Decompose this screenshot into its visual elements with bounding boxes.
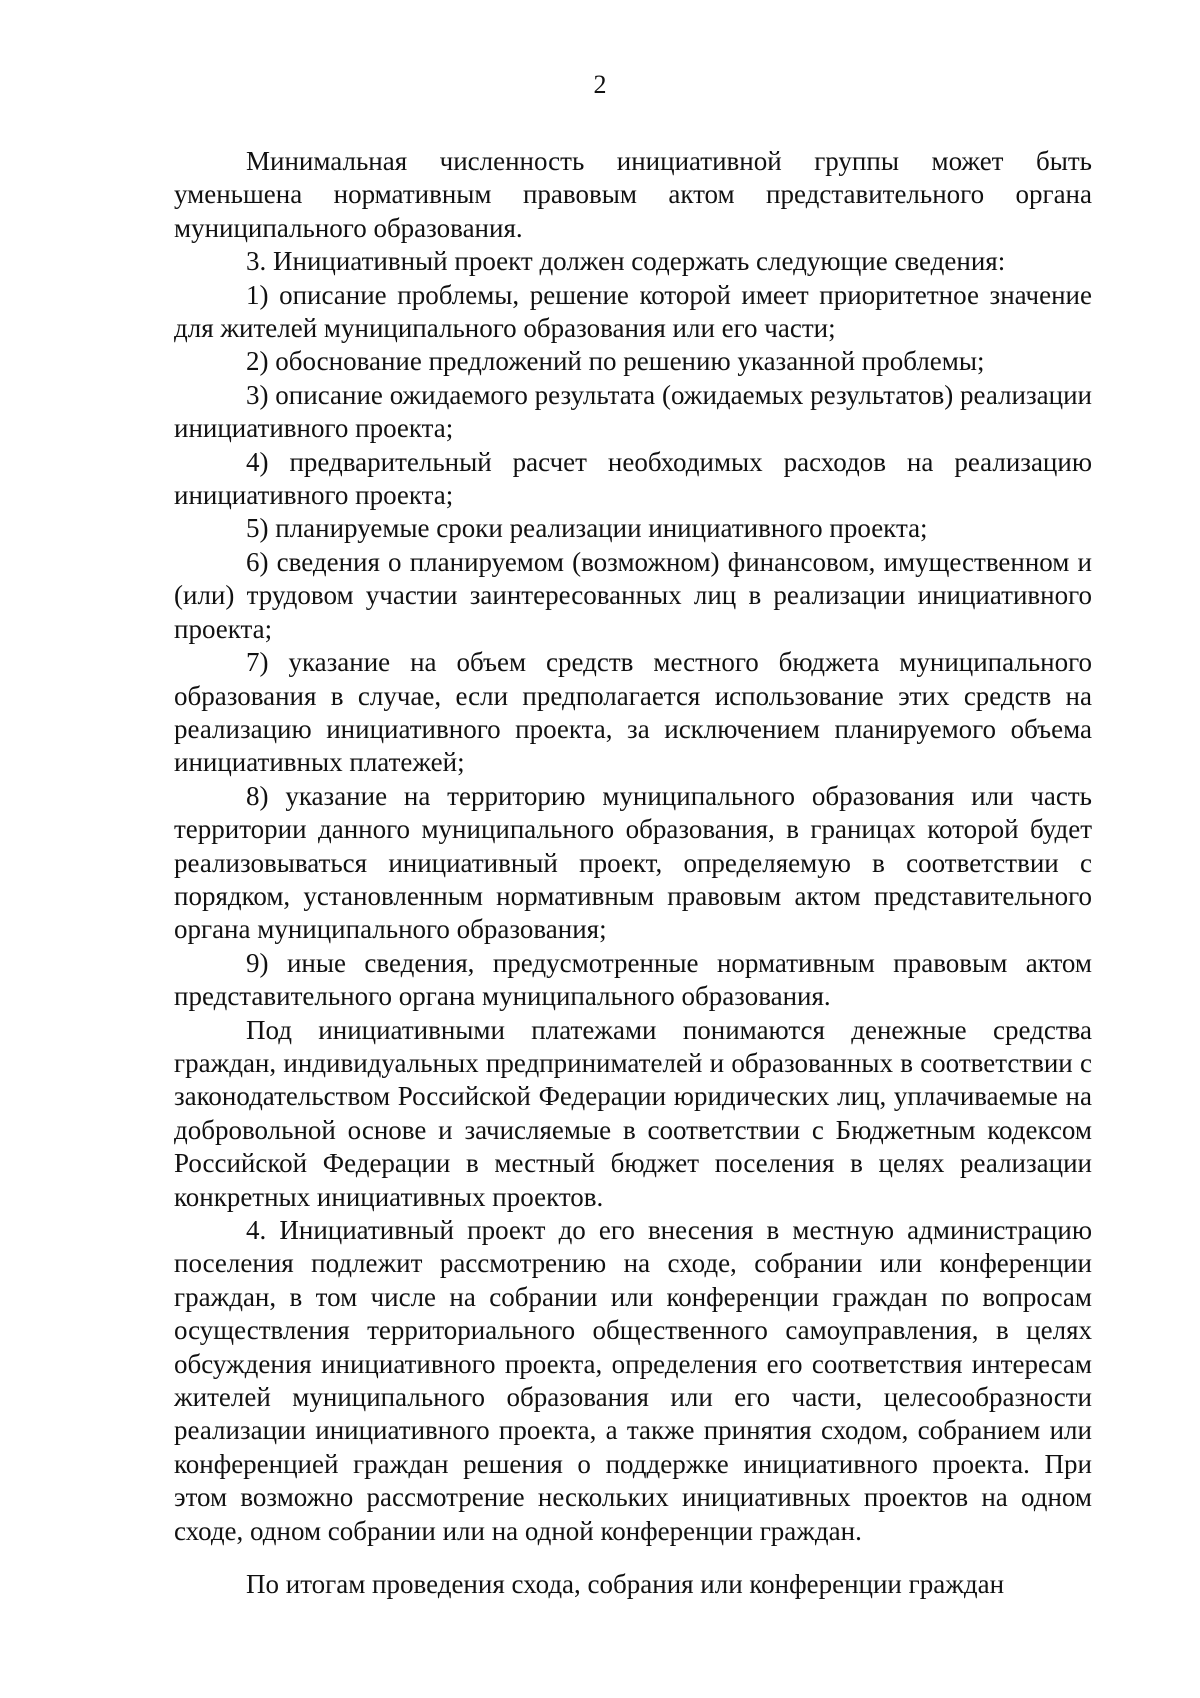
- paragraph-section-4: 4. Инициативный проект до его внесения в местную администрацию поселения подлежит рассмотрению на сходе, собрании или конференции граждан, в том числе на собрании или конференции граждан по вопросам осуществления территориального общественного самоуправления, в целях обсуждения инициативного проекта, определения его соответствия интересам жителей муниципального образования или его части, целесообразности реализации инициативного проекта, а также принятия сходом, собранием или конференцией граждан решения о поддержке инициативного проекта. При этом возможно рассмотрение нескольких инициативных проектов на одном сходе, одном собрании или на одной конференции граждан.: [174, 1215, 1092, 1546]
- page-number: 2: [593, 70, 607, 99]
- paragraph-meeting-results: По итогам проведения схода, собрания или конференции граждан: [246, 1569, 1005, 1600]
- paragraph-item-8: 8) указание на территорию муниципального образования или часть территории данного муниципального образования, в границах которой будет реализовываться инициативный проект, определяемую в соответствии с порядком, установленным нормативным правовым актом представительного органа муниципального образования;: [174, 780, 1092, 945]
- paragraph-item-9: 9) иные сведения, предусмотренные нормативным правовым актом представительного органа муниципального образования.: [174, 947, 1092, 1012]
- paragraph-item-3: 3) описание ожидаемого результата (ожидаемых результатов) реализации инициативного проекта;: [174, 379, 1092, 444]
- paragraph-item-7: 7) указание на объем средств местного бюджета муниципального образования в случае, если предполагается использование этих средств на реализацию инициативного проекта, за исключением планируемого объема инициативных платежей;: [174, 647, 1092, 778]
- paragraph-item-2: 2) обоснование предложений по решению указанной проблемы;: [246, 346, 985, 377]
- paragraph-item-1: 1) описание проблемы, решение которой имеет приоритетное значение для жителей муниципального образования или его части;: [174, 279, 1092, 344]
- document-body: [174, 145, 1092, 1601]
- paragraph-section-3: 3. Инициативный проект должен содержать следующие сведения:: [246, 246, 1006, 277]
- paragraph-min-group-size: Минимальная численность инициативной группы может быть уменьшена нормативным правовым актом представительного органа муниципального образования.: [174, 146, 1092, 243]
- paragraph-item-5: 5) планируемые сроки реализации инициативного проекта;: [246, 513, 928, 544]
- paragraph-item-6: 6) сведения о планируемом (возможном) финансовом, имущественном и (или) трудовом участии заинтересованных лиц в реализации инициативного проекта;: [174, 546, 1092, 644]
- paragraph-item-4: 4) предварительный расчет необходимых расходов на реализацию инициативного проекта;: [174, 446, 1092, 511]
- paragraph-initiative-payments: Под инициативными платежами понимаются денежные средства граждан, индивидуальных предпринимателей и образованных в соответствии с законодательством Российской Федерации юридических лиц, уплачиваемые на добровольной основе и зачисляемые в соответствии с Бюджетным кодексом Российской Федерации в местный бюджет поселения в целях реализации конкретных инициативных проектов.: [174, 1014, 1092, 1212]
